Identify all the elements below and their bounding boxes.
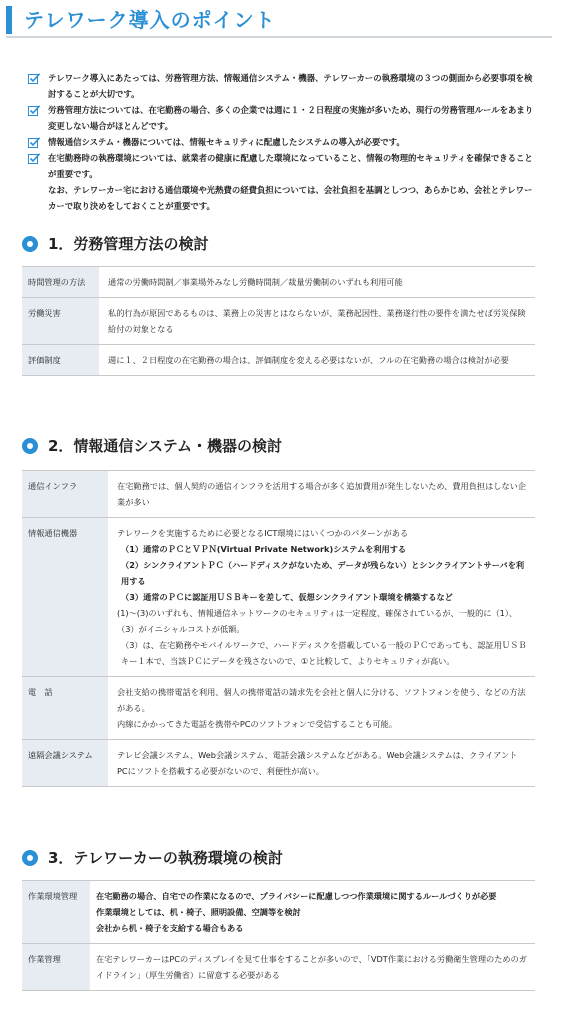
labor-table — [22, 266, 535, 376]
row-key: 時間管理の方法 — [22, 267, 99, 298]
row-value: テレビ会議システム、Web会議システム、電話会議システムなどがある。Web会議システムは、クライアントPCにソフトを搭載する必要がないので、利便性が高い。 — [117, 750, 518, 776]
bullet-circle-icon — [22, 236, 38, 252]
row-value: 在宅テレワーカーはPCのディスプレイを見て仕事をすることが多いので、「VDT作業における労働衛生管理のためのガイドライン」（厚生労働省）に留意する必要がある — [96, 954, 527, 980]
page-header — [6, 6, 552, 38]
checkbox-icon — [28, 137, 40, 148]
row-value: 私的行為が原因であるものは、業務上の災害とはならないが、業務起因性、業務遂行性の要件を満たせば労災保険給付の対象となる — [108, 308, 526, 334]
section-heading-labor — [22, 234, 542, 256]
section-title: 2．情報通信システム・機器の検討 — [48, 437, 282, 455]
bullet-circle-icon — [22, 438, 38, 454]
row-key: 遠隔会議システム — [22, 740, 108, 787]
section-title: 1．労務管理方法の検討 — [48, 235, 209, 253]
checkbox-icon — [28, 105, 40, 116]
device-pattern-1: （1）通常のＰＣとＶＰＮ(Virtual Private Network)システムを利用する — [121, 544, 407, 554]
phone-text-2: 内線にかかってきた電話を携帯やPCのソフトフォンで受信することも可能。 — [117, 719, 398, 729]
device-pattern-3: （3）通常のＰＣに認証用ＵＳＢキーを差して、仮想シンクライアント環境を構築するなど — [121, 592, 453, 602]
devices-note-1: (1)～(3)のいずれも、情報通信ネットワークのセキュリティは一定程度、確保されているが、一般的に（1）、（3）がイニシャルコストが低額。 — [117, 608, 518, 634]
bullet-circle-icon — [22, 850, 38, 866]
workenv-line-3: 会社から机・椅子を支給する場合もある — [96, 923, 244, 933]
workenv-line-2: 作業環境としては、机・椅子、照明設備、空調等を検討 — [96, 907, 301, 917]
checkbox-icon — [28, 153, 40, 164]
note-text: 在宅勤務時の執務環境については、就業者の健康に配慮した環境になっていること、情報の物理的セキュリティを確保できることが重要です。 — [48, 153, 533, 179]
section-heading-workenv — [22, 848, 542, 870]
section-heading-ict — [22, 436, 542, 458]
note-text: テレワーク導入にあたっては、労務管理方法、情報通信システム・機器、テレワーカーの執務環境の３つの側面から必要事項を検討することが大切です。 — [48, 73, 533, 99]
table-row — [22, 298, 535, 345]
row-key: 情報通信機器 — [22, 518, 108, 677]
row-value — [108, 677, 535, 740]
note-item — [28, 102, 538, 134]
devices-note-2: （3）は、在宅勤務やモバイルワークで、ハードディスクを搭載している一般のＰＣであっても、認証用ＵＳＢキー１本で、当該ＰＣにデータを残さないので、①と比較して、よりセキュリティが高い。 — [121, 640, 527, 666]
row-key: 評価制度 — [22, 345, 99, 376]
table-row — [22, 881, 535, 944]
table-row — [22, 518, 535, 677]
row-key: 労働災害 — [22, 298, 99, 345]
row-value: 在宅勤務では、個人契約の通信インフラを活用する場合が多く追加費用が発生しないため、費用負担はしない企業が多い — [117, 481, 527, 507]
row-key: 作業管理 — [22, 944, 90, 991]
checkbox-icon — [28, 73, 40, 84]
row-key: 電 話 — [22, 677, 108, 740]
table-row — [22, 267, 535, 298]
devices-intro: テレワークを実施するために必要となるICT環境にはいくつかのパターンがある — [117, 528, 409, 538]
note-item — [28, 70, 538, 102]
workenv-line-1: 在宅勤務の場合、自宅での作業になるので、プライバシーに配慮しつつ作業環境に関するルールづくりが必要 — [96, 891, 497, 901]
table-row — [22, 677, 535, 740]
workenv-table — [22, 880, 535, 991]
row-key: 作業環境管理 — [22, 881, 90, 944]
note-item — [28, 150, 538, 182]
page-title: テレワーク導入のポイント — [24, 8, 276, 32]
note-item — [28, 134, 538, 150]
header-accent-bar — [6, 6, 12, 34]
phone-text-1: 会社支給の携帯電話を利用、個人の携帯電話の請求先を会社と個人に分ける、ソフトフォンを使う、などの方法がある。 — [117, 687, 526, 713]
table-row — [22, 740, 535, 787]
section-title: 3．テレワーカーの執務環境の検討 — [48, 849, 283, 867]
intro-notes — [28, 70, 538, 214]
row-value: 週に１、２日程度の在宅勤務の場合は、評価制度を変える必要はないが、フルの在宅勤務の場合は検討が必要 — [108, 355, 509, 365]
row-value — [108, 518, 535, 677]
row-value: 通常の労働時間制／事業場外みなし労働時間制／裁量労働制のいずれも利用可能 — [108, 277, 403, 287]
ict-table — [22, 470, 535, 787]
row-value — [90, 881, 535, 944]
table-row — [22, 944, 535, 991]
table-row — [22, 471, 535, 518]
table-row — [22, 345, 535, 376]
row-key: 通信インフラ — [22, 471, 108, 518]
note-extra: なお、テレワーカー宅における通信環境や光熱費の経費負担については、会社負担を基調としつつ、あらかじめ、会社とテレワーカーで取り決めをしておくことが重要です。 — [48, 185, 533, 211]
note-text: 情報通信システム・機器については、情報セキュリティに配慮したシステムの導入が必要です。 — [48, 137, 405, 147]
device-pattern-2: （2）シンクライアントＰＣ（ハードディスクがないため、データが残らない）とシンクライアントサーバを利用する — [121, 560, 525, 586]
note-text: 労務管理方法については、在宅勤務の場合、多くの企業では週に１・２日程度の実施が多いため、現行の労務管理ルールをあまり変更しない場合がほとんどです。 — [48, 105, 534, 131]
